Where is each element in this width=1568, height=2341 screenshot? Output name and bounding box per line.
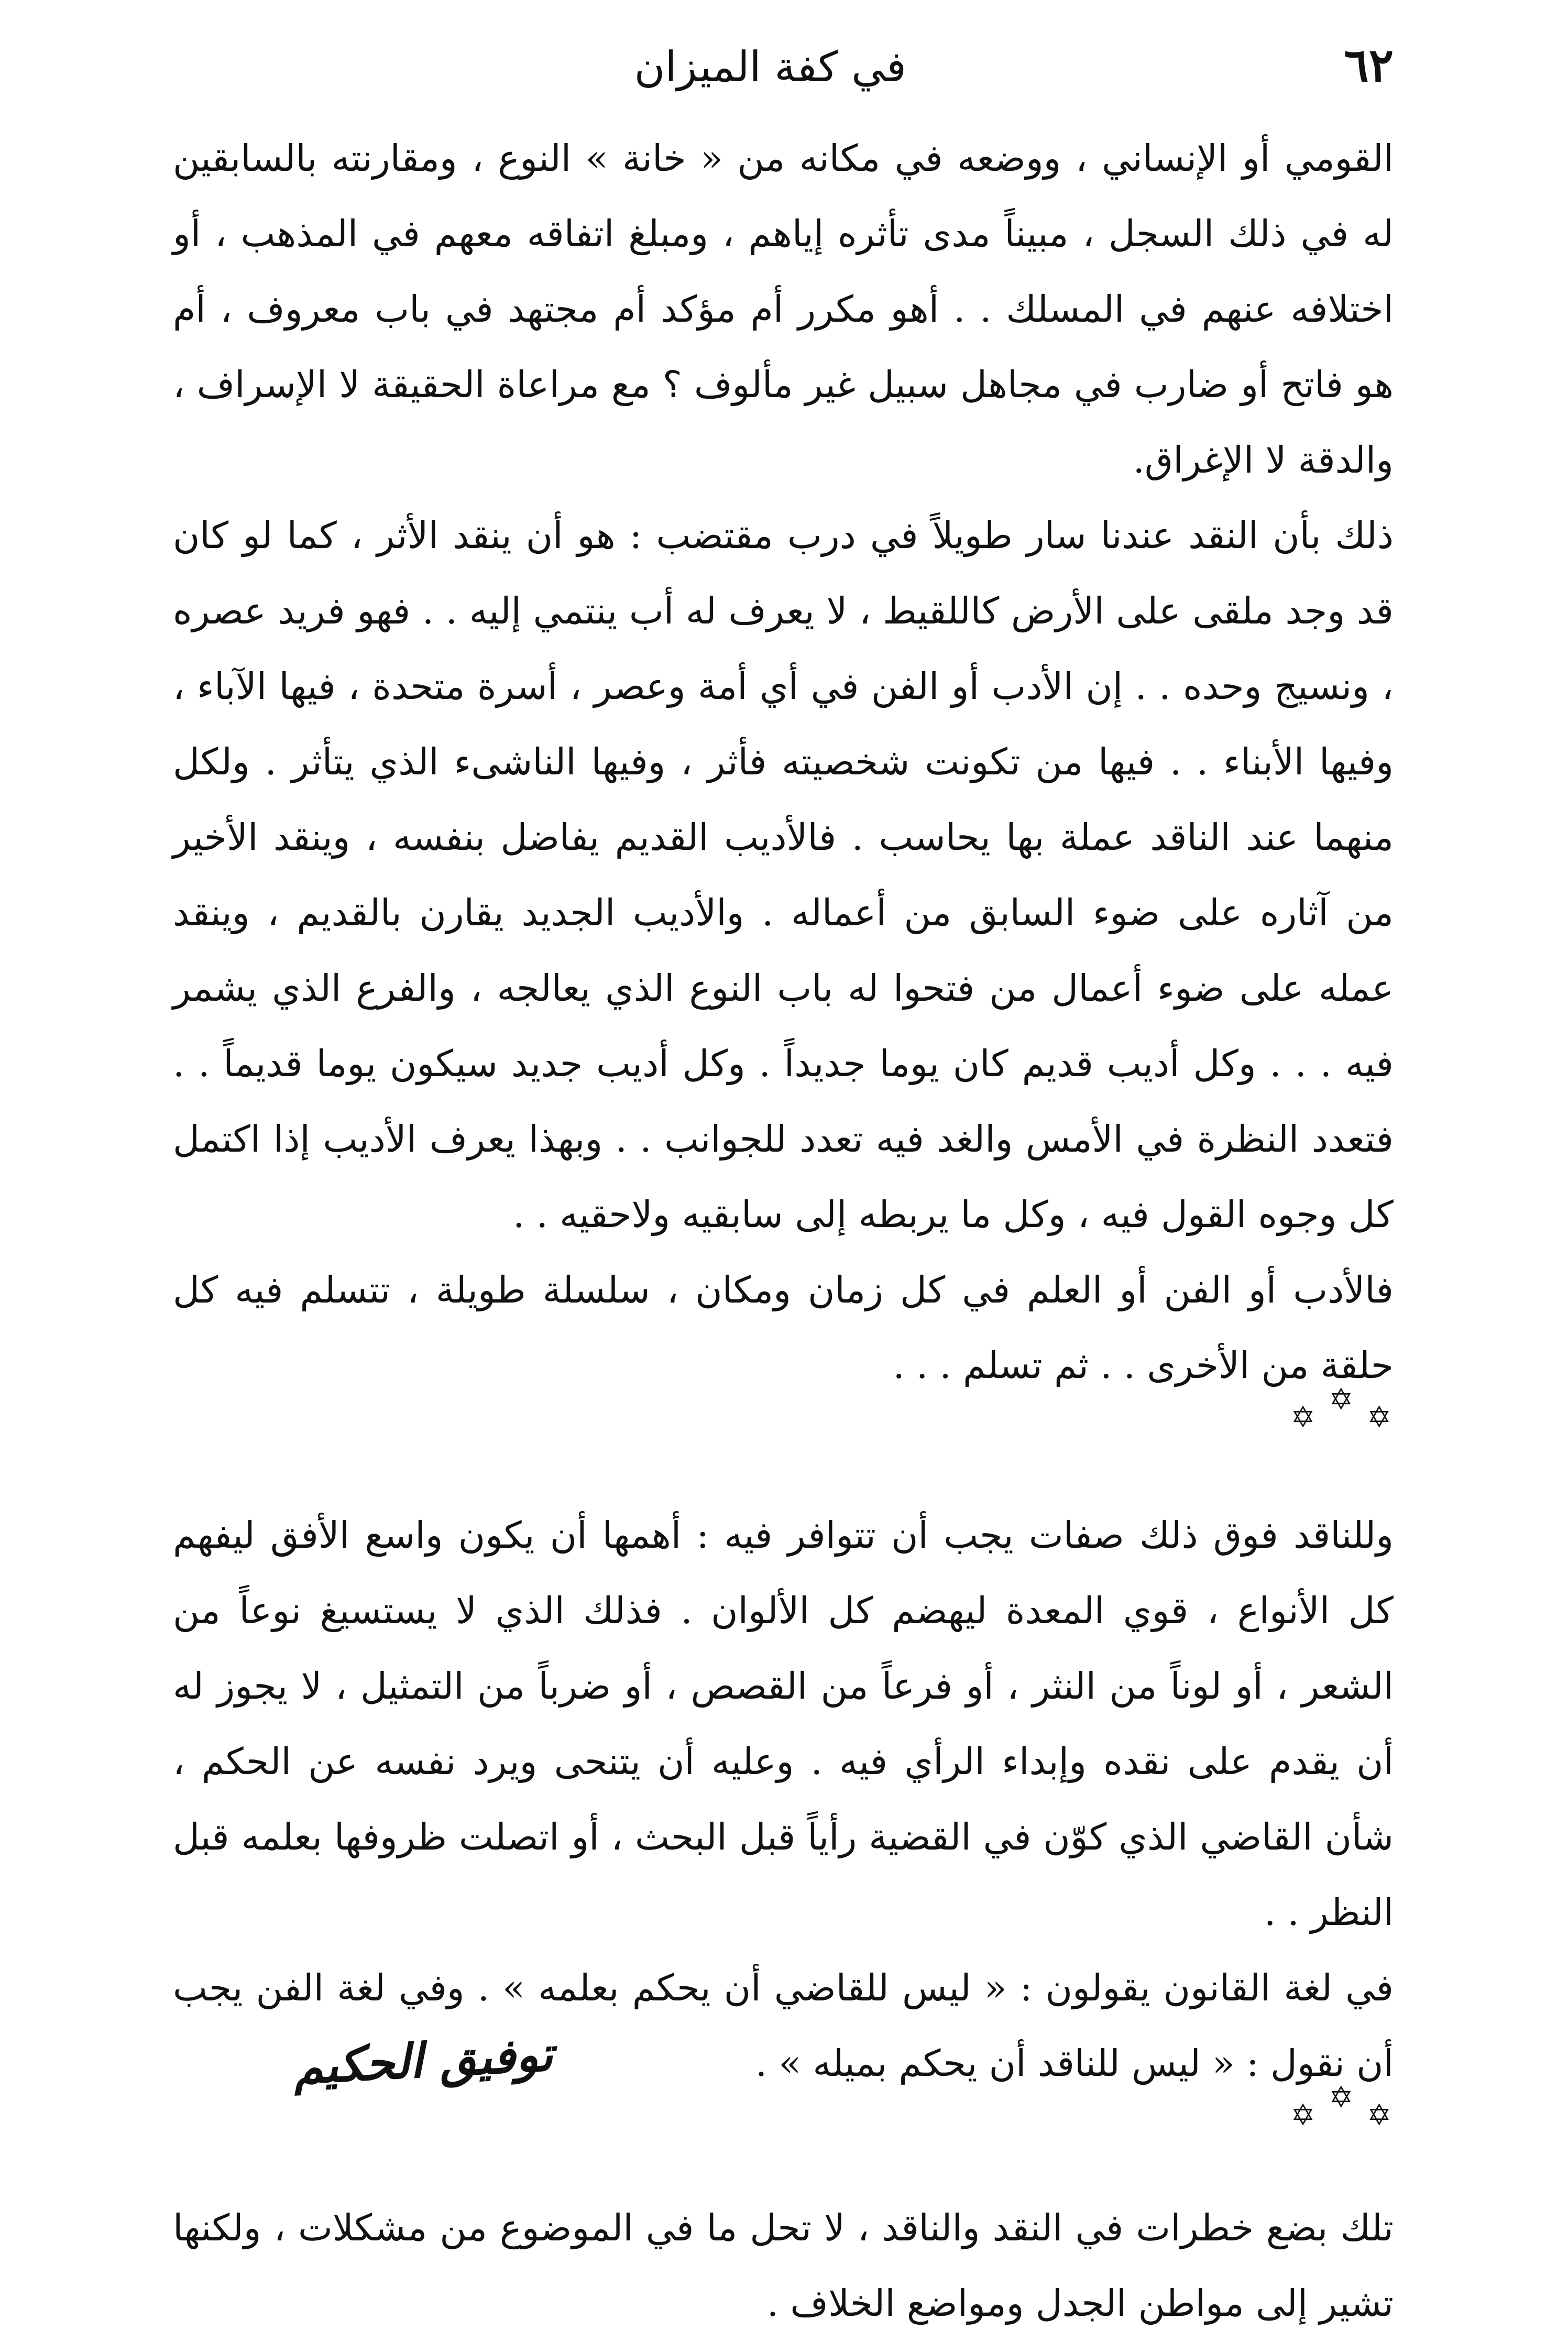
paragraph: في لغة القانون يقولون : « ليس للقاضي أن يحكم بعلمه » . وفي لغة الفن يجب أن نقول : « ليس للناقد أن يحكم بميله » . xyxy=(173,1966,1394,2085)
star-icon: ✡ xyxy=(1367,1401,1394,1435)
section-separator xyxy=(173,1383,1394,1497)
star-icon: ✡ xyxy=(1290,1401,1318,1435)
page-number: ٦٢ xyxy=(1344,38,1394,92)
star-icon: ✡ xyxy=(1290,2098,1318,2132)
paragraph: تلك بضع خطرات في النقد والناقد ، لا تحل ما في الموضوع من مشكلات ، ولكنها تشير إلى مواطن الجدل ومواضع الخلاف . xyxy=(173,2206,1394,2325)
paragraph: القومي أو الإنساني ، ووضعه في مكانه من « خانة » النوع ، ومقارنته بالسابقين له في ذلك السجل ، مبيناً مدى تأثره إياهم ، ومبلغ اتفاقه معهم في المذهب ، أو اختلافه عنهم في المسلك . . أهو مكرر أم مؤكد أم مجتهد في باب معروف ، أم هو فاتح أو ضارب في مجاهل سبيل غير مألوف ؟ مع مراعاة الحقيقة لا الإسراف ، والدقة لا الإغراق. xyxy=(173,137,1394,482)
section-separator xyxy=(173,2081,1394,2190)
star-icon: ✡ xyxy=(1367,2098,1394,2132)
star-icon: ✡ xyxy=(1329,1383,1356,1417)
running-title: في كفة الميزان xyxy=(634,42,906,91)
body-text xyxy=(173,121,1394,2341)
page-header xyxy=(173,37,1394,110)
star-icon: ✡ xyxy=(1329,2081,1356,2115)
author-signature: توفيق الحكيم xyxy=(292,2026,554,2095)
paragraph: ذلك بأن النقد عندنا سار طويلاً في درب مقتضب : هو أن ينقد الأثر ، كما لو كان قد وجد ملقى على الأرض كاللقيط ، لا يعرف له أب ينتمي إليه . . فهو فريد عصره ، ونسيج وحده . . إن الأدب أو الفن في أي أمة وعصر ، أسرة متحدة ، فيها الآباء ، وفيها الأبناء . . فيها من تكونت شخصيته فأثر ، وفيها الناشىء الذي يتأثر . ولكل منهما عند الناقد عملة بها يحاسب . فالأديب القديم يفاضل بنفسه ، وينقد الأخير من آثاره على ضوء السابق من أعماله . والأديب الجديد يقارن بالقديم ، وينقد عمله على ضوء أعمال من فتحوا له باب النوع الذي يعالجه ، والفرع الذي يشمر فيه . . . وكل أديب قديم كان يوما جديداً . وكل أديب جديد سيكون يوما قديماً . . فتعدد النظرة في الأمس والغد فيه تعدد للجوانب . . وبهذا يعرف الأديب إذا اكتمل كل وجوه القول فيه ، وكل ما يربطه إلى سابقيه ولاحقيه . . xyxy=(173,514,1394,1236)
paragraph: وللناقد فوق ذلك صفات يجب أن تتوافر فيه : أهمها أن يكون واسع الأفق ليفهم كل الأنواع ، قوي المعدة ليهضم كل الألوان . فذلك الذي لا يستسيغ نوعاً من الشعر ، أو لوناً من النثر ، أو فرعاً من القصص ، أو ضرباً من التمثيل ، لا يجوز له أن يقدم على نقده وإبداء الرأي فيه . وعليه أن يتنحى ويرد نفسه عن الحكم ، شأن القاضي الذي كوّن في القضية رأياً قبل البحث ، أو اتصلت ظروفها بعلمه قبل النظر . . xyxy=(173,1514,1394,1934)
paragraph: فالأدب أو الفن أو العلم في كل زمان ومكان ، سلسلة طويلة ، تتسلم فيه كل حلقة من الأخرى . . ثم تسلم . . . xyxy=(173,1268,1394,1387)
